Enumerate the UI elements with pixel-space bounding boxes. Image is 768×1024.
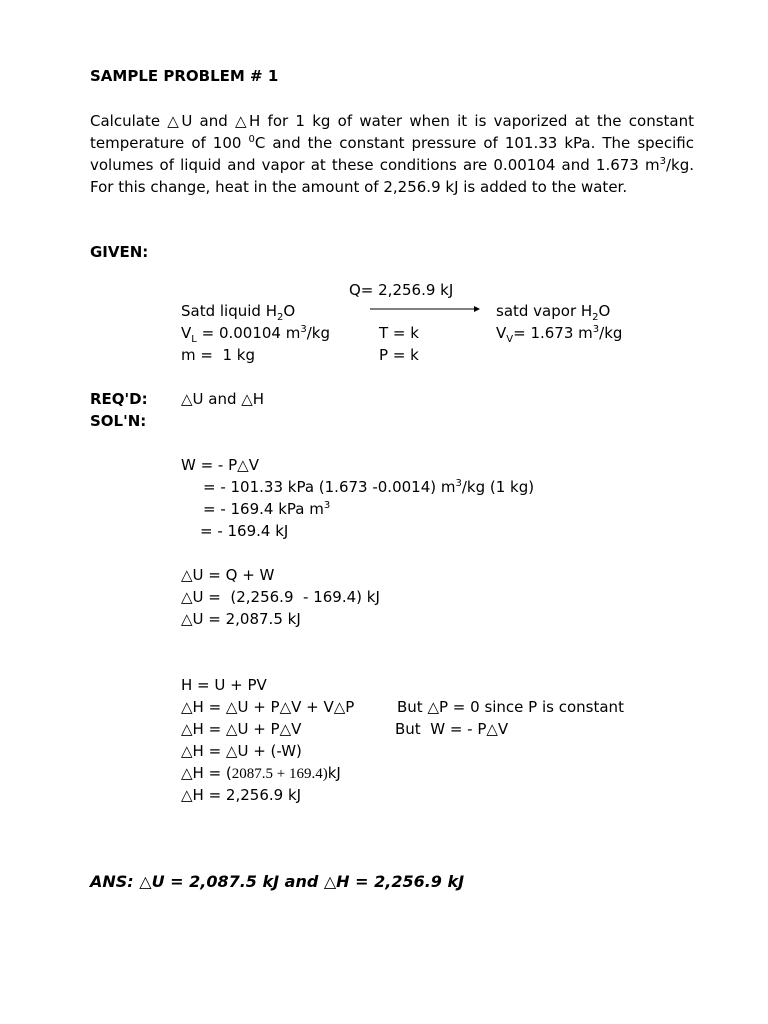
solution-label: SOL'N:	[90, 412, 147, 430]
work-equation-2: = - 101.33 kPa (1.673 -0.0014) $m^3/kg$ (1 kg)	[203, 478, 535, 496]
given-heading: GIVEN:	[90, 243, 149, 261]
liquid-volume-label: $V_L = 0.00104$ $m^3/kg$	[181, 324, 330, 345]
work-equation-3: = - 169.4 kPa $m^3$	[203, 500, 331, 518]
vapor-state-label: satd vapor $H_2O$	[496, 302, 611, 323]
degree-superscript: 0	[248, 134, 255, 145]
enthalpy-equation-3: △H = △U + P△V	[181, 720, 302, 738]
cubic-superscript: 3	[659, 156, 666, 167]
enthalpy-equation-5: △H = (2087.5 + 169.4)kJ	[181, 764, 341, 782]
pressure-constant-label: P = k	[379, 346, 419, 364]
liquid-state-label: Satd liquid $H_2O$	[181, 302, 296, 323]
problem-statement	[90, 110, 694, 198]
enthalpy-equation-2: △H = △U + P△V + V△P	[181, 698, 355, 716]
enthalpy-equation-1: H = U + PV	[181, 676, 267, 694]
enthalpy-note-1: But △P = 0 since P is constant	[397, 698, 624, 716]
vapor-volume-label: $V_V= 1.673$ $m^3/kg$	[496, 324, 623, 345]
required-value: △U and △H	[181, 390, 265, 408]
process-arrow-icon	[370, 304, 480, 314]
temperature-constant-label: T = k	[379, 324, 419, 342]
problem-title: SAMPLE PROBLEM # 1	[90, 67, 279, 85]
final-answer: ANS: △U = 2,087.5 kJ and △H = 2,256.9 kJ	[90, 872, 465, 891]
problem-text-1: Calculate △U and △H for 1 kg of water when it is vaporized at the constant temperature of 100	[90, 112, 694, 152]
work-equation-4: = - 169.4 kJ	[200, 522, 289, 540]
energy-equation-3: △U = 2,087.5 kJ	[181, 610, 301, 628]
problem-text-2: C and the constant pressure of 101.33 kPa. The specific volumes of liquid and vapor at these conditions are 0.00104 and 1.673 m	[90, 134, 694, 174]
enthalpy-note-2: But W = - P△V	[395, 720, 509, 738]
required-label: REQ'D:	[90, 390, 148, 408]
work-equation-1: W = - P△V	[181, 456, 259, 474]
enthalpy-equation-4: △H = △U + (-W)	[181, 742, 302, 760]
energy-equation-2: △U = (2,256.9 - 169.4) kJ	[181, 588, 380, 606]
mass-label: m = 1 kg	[181, 346, 256, 364]
heat-added-label: Q= 2,256.9 kJ	[349, 281, 454, 299]
energy-equation-1: △U = Q + W	[181, 566, 275, 584]
problem-text-3: /kg. For this change, heat in the amount of 2,256.9 kJ is added to the water.	[90, 156, 694, 196]
enthalpy-equation-6: △H = 2,256.9 kJ	[181, 786, 302, 804]
